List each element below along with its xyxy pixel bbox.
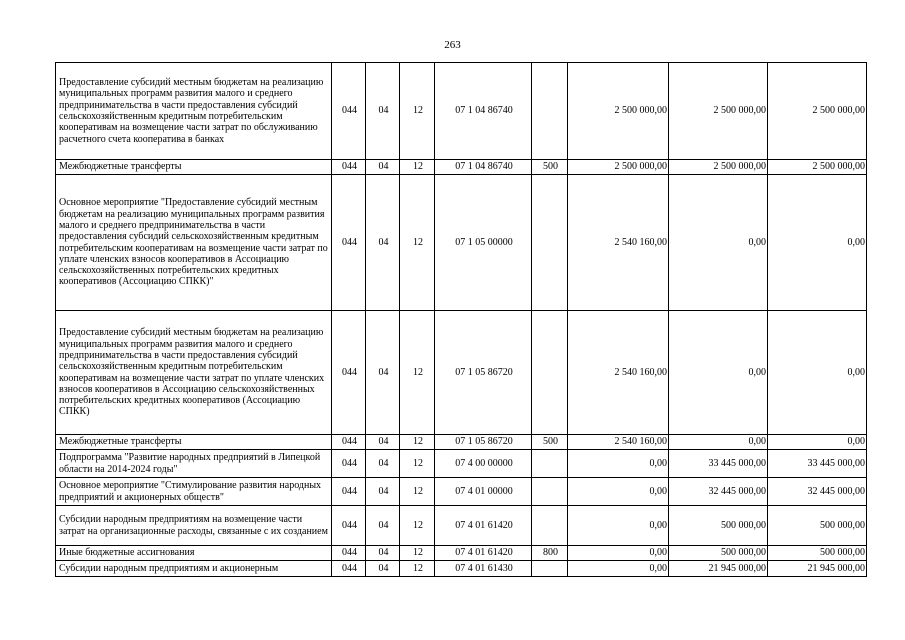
amount-3: 21 945 000,00 xyxy=(768,561,867,577)
amount-1: 0,00 xyxy=(568,506,669,546)
row-name: Предоставление субсидий местным бюджетам на реализацию муниципальных программ развития малого и среднего предпринимательства в части предоставления субсидий сельскохозяйственным кредитным потребительским кооперативам на возмещение части затрат по уплате членских взносов кооперативов в Ассоциацию сельскохозяйственных потребительских кредитных кооперативов (Ассоциацию СПКК) xyxy=(56,311,332,435)
subsection-code: 12 xyxy=(400,435,435,450)
amount-2: 32 445 000,00 xyxy=(669,478,768,506)
table-row xyxy=(56,435,867,450)
ministry-code: 044 xyxy=(332,506,366,546)
amount-3: 2 500 000,00 xyxy=(768,160,867,175)
subsection-code: 12 xyxy=(400,450,435,478)
subsection-code: 12 xyxy=(400,561,435,577)
ministry-code: 044 xyxy=(332,63,366,160)
expense-type-code xyxy=(532,478,568,506)
ministry-code: 044 xyxy=(332,478,366,506)
amount-2: 500 000,00 xyxy=(669,546,768,561)
amount-3: 0,00 xyxy=(768,435,867,450)
expense-type-code: 800 xyxy=(532,546,568,561)
expense-type-code: 500 xyxy=(532,435,568,450)
section-code: 04 xyxy=(366,450,400,478)
ministry-code: 044 xyxy=(332,450,366,478)
amount-2: 0,00 xyxy=(669,175,768,311)
subsection-code: 12 xyxy=(400,478,435,506)
budget-table xyxy=(55,62,867,577)
amount-1: 2 540 160,00 xyxy=(568,311,669,435)
row-name: Основное мероприятие "Предоставление субсидий местным бюджетам на реализацию муниципальных программ развития малого и среднего предпринимательства в части предоставления субсидий сельскохозяйственным кредитным потребительским кооперативам на возмещение части затрат по уплате членских взносов кооперативов в Ассоциацию сельскохозяйственных потребительских кредитных кооперативов (Ассоциацию СПКК)" xyxy=(56,175,332,311)
ministry-code: 044 xyxy=(332,175,366,311)
row-name: Основное мероприятие "Стимулирование развития народных предприятий и акционерных обществ" xyxy=(56,478,332,506)
row-name: Межбюджетные трансферты xyxy=(56,435,332,450)
amount-3: 32 445 000,00 xyxy=(768,478,867,506)
amount-2: 500 000,00 xyxy=(669,506,768,546)
section-code: 04 xyxy=(366,435,400,450)
target-code: 07 1 05 86720 xyxy=(435,435,532,450)
amount-2: 0,00 xyxy=(669,435,768,450)
amount-3: 33 445 000,00 xyxy=(768,450,867,478)
ministry-code: 044 xyxy=(332,561,366,577)
section-code: 04 xyxy=(366,561,400,577)
subsection-code: 12 xyxy=(400,63,435,160)
expense-type-code xyxy=(532,506,568,546)
section-code: 04 xyxy=(366,63,400,160)
target-code: 07 1 05 86720 xyxy=(435,311,532,435)
target-code: 07 4 01 61420 xyxy=(435,546,532,561)
section-code: 04 xyxy=(366,175,400,311)
amount-2: 2 500 000,00 xyxy=(669,160,768,175)
subsection-code: 12 xyxy=(400,175,435,311)
expense-type-code xyxy=(532,311,568,435)
table-row xyxy=(56,561,867,577)
expense-type-code xyxy=(532,63,568,160)
amount-3: 0,00 xyxy=(768,311,867,435)
table-row xyxy=(56,175,867,311)
amount-1: 2 500 000,00 xyxy=(568,160,669,175)
table-row xyxy=(56,478,867,506)
amount-1: 0,00 xyxy=(568,546,669,561)
amount-3: 0,00 xyxy=(768,175,867,311)
amount-1: 2 540 160,00 xyxy=(568,435,669,450)
table-row xyxy=(56,506,867,546)
target-code: 07 4 01 61430 xyxy=(435,561,532,577)
subsection-code: 12 xyxy=(400,311,435,435)
section-code: 04 xyxy=(366,546,400,561)
row-name: Субсидии народным предприятиям на возмещение части затрат на организационные расходы, связанные с их созданием xyxy=(56,506,332,546)
table-row xyxy=(56,546,867,561)
page-number: 263 xyxy=(444,39,461,51)
row-name: Иные бюджетные ассигнования xyxy=(56,546,332,561)
row-name: Межбюджетные трансферты xyxy=(56,160,332,175)
table-row xyxy=(56,63,867,160)
amount-1: 0,00 xyxy=(568,478,669,506)
row-name: Подпрограмма "Развитие народных предприятий в Липецкой области на 2014-2024 годы" xyxy=(56,450,332,478)
amount-1: 2 500 000,00 xyxy=(568,63,669,160)
target-code: 07 1 04 86740 xyxy=(435,160,532,175)
target-code: 07 4 01 00000 xyxy=(435,478,532,506)
subsection-code: 12 xyxy=(400,546,435,561)
section-code: 04 xyxy=(366,478,400,506)
target-code: 07 4 00 00000 xyxy=(435,450,532,478)
ministry-code: 044 xyxy=(332,160,366,175)
expense-type-code: 500 xyxy=(532,160,568,175)
section-code: 04 xyxy=(366,160,400,175)
target-code: 07 1 05 00000 xyxy=(435,175,532,311)
table-row xyxy=(56,311,867,435)
ministry-code: 044 xyxy=(332,311,366,435)
amount-2: 0,00 xyxy=(669,311,768,435)
table-row xyxy=(56,450,867,478)
expense-type-code xyxy=(532,450,568,478)
amount-3: 2 500 000,00 xyxy=(768,63,867,160)
table-row xyxy=(56,160,867,175)
amount-1: 0,00 xyxy=(568,450,669,478)
target-code: 07 4 01 61420 xyxy=(435,506,532,546)
section-code: 04 xyxy=(366,506,400,546)
expense-type-code xyxy=(532,175,568,311)
amount-2: 2 500 000,00 xyxy=(669,63,768,160)
row-name: Предоставление субсидий местным бюджетам на реализацию муниципальных программ развития малого и среднего предпринимательства в части предоставления субсидий сельскохозяйственным кредитным потребительским кооперативам на возмещение части затрат по обслуживанию расчетного счета кооператива в банках xyxy=(56,63,332,160)
amount-2: 21 945 000,00 xyxy=(669,561,768,577)
amount-3: 500 000,00 xyxy=(768,546,867,561)
subsection-code: 12 xyxy=(400,160,435,175)
subsection-code: 12 xyxy=(400,506,435,546)
amount-3: 500 000,00 xyxy=(768,506,867,546)
expense-type-code xyxy=(532,561,568,577)
ministry-code: 044 xyxy=(332,435,366,450)
amount-1: 0,00 xyxy=(568,561,669,577)
target-code: 07 1 04 86740 xyxy=(435,63,532,160)
amount-2: 33 445 000,00 xyxy=(669,450,768,478)
amount-1: 2 540 160,00 xyxy=(568,175,669,311)
row-name: Субсидии народным предприятиям и акционерным xyxy=(56,561,332,577)
ministry-code: 044 xyxy=(332,546,366,561)
section-code: 04 xyxy=(366,311,400,435)
